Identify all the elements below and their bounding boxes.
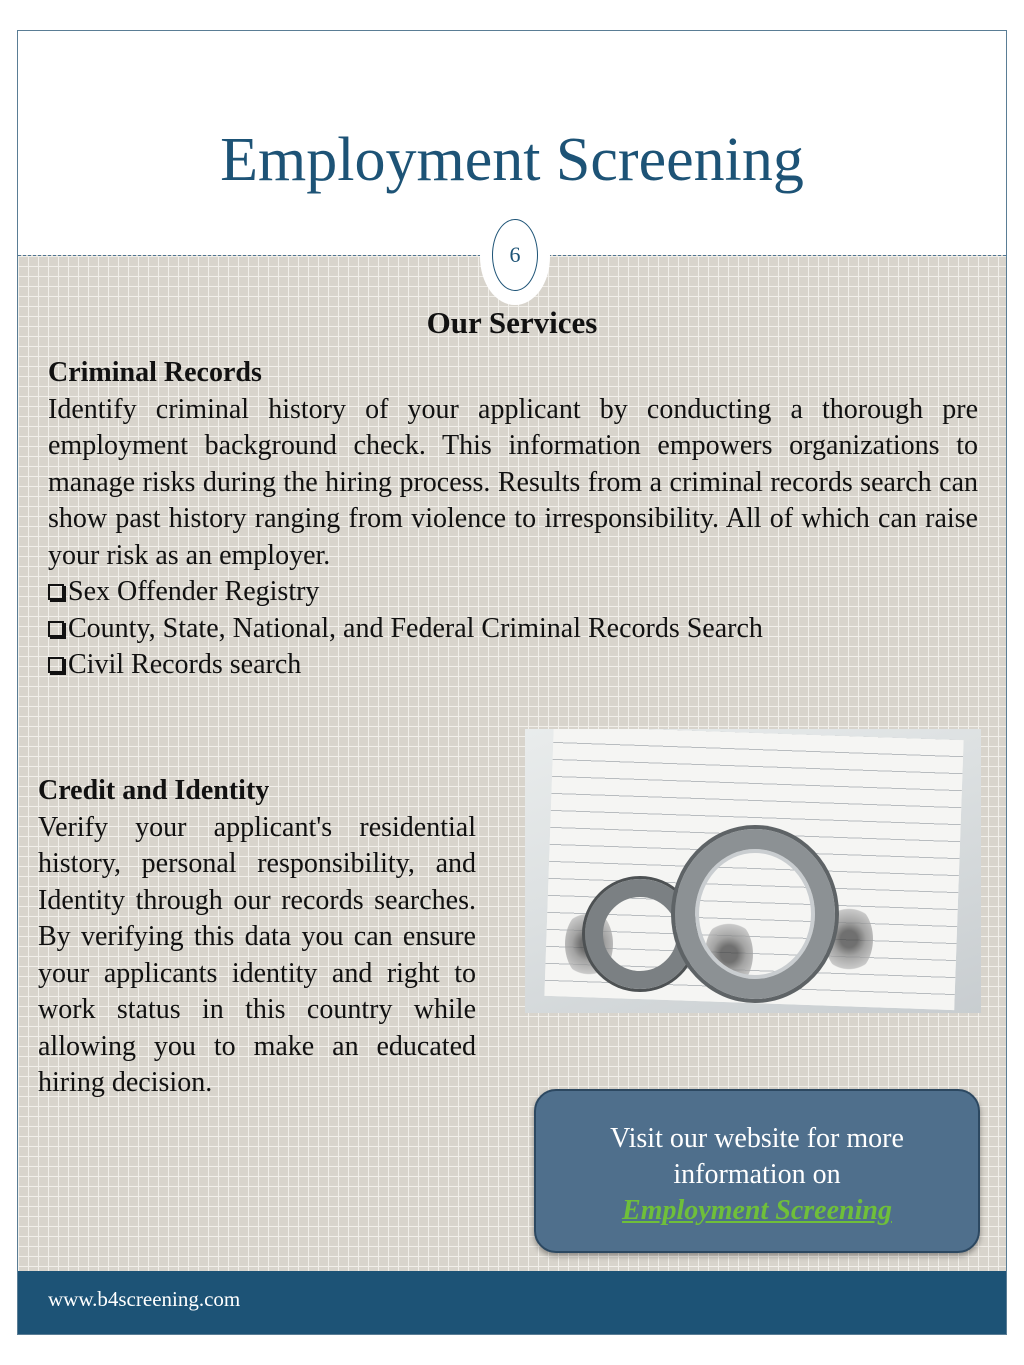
credit-identity-body: Verify your applicant's residential history, personal responsibility, and Identity through our records searches. By verifying this data you can ensure your applicants identity and right to work status in this country while allowing you to make an educated hiring decision.: [38, 811, 476, 1098]
checkbox-bullet-icon: [48, 621, 64, 637]
section-title: Our Services: [426, 305, 598, 340]
checkbox-bullet-icon: [48, 657, 64, 673]
handcuff-ring-shape: [675, 829, 835, 999]
list-item: [48, 574, 978, 611]
criminal-records-heading: Criminal Records: [48, 357, 262, 388]
list-item-label: County, State, National, and Federal Criminal Records Search: [68, 612, 763, 644]
criminal-records-section: [48, 355, 978, 684]
credit-identity-section: [38, 773, 476, 1102]
list-item-label: Sex Offender Registry: [68, 576, 320, 607]
page-title: Employment Screening: [220, 126, 804, 194]
footer: [18, 1271, 1006, 1335]
callout-line-2: information on: [673, 1159, 841, 1190]
list-item: [48, 611, 978, 648]
website-callout-box: [534, 1089, 980, 1253]
footer-website-url[interactable]: www.b4screening.com: [48, 1287, 241, 1311]
page-number-badge: [492, 219, 538, 291]
criminal-records-list: [48, 574, 978, 684]
page-frame: [17, 30, 1007, 1335]
page-number: 6: [509, 242, 521, 267]
handcuffs-on-fingerprint-form-image: [525, 729, 981, 1013]
criminal-records-body: Identify criminal history of your applicant by conducting a thorough pre employment background check. This information empowers organizations to manage risks during the hiring process. Results from a criminal records search can show past history ranging from violence to irresponsibility. All of which can raise your risk as an employer.: [48, 393, 978, 571]
callout-line-1: Visit our website for more: [610, 1123, 904, 1154]
list-item-label: Civil Records search: [68, 649, 302, 680]
credit-identity-heading: Credit and Identity: [38, 775, 270, 806]
employment-screening-link[interactable]: Employment Screening: [622, 1195, 892, 1226]
checkbox-bullet-icon: [48, 584, 64, 600]
list-item: [48, 647, 978, 684]
